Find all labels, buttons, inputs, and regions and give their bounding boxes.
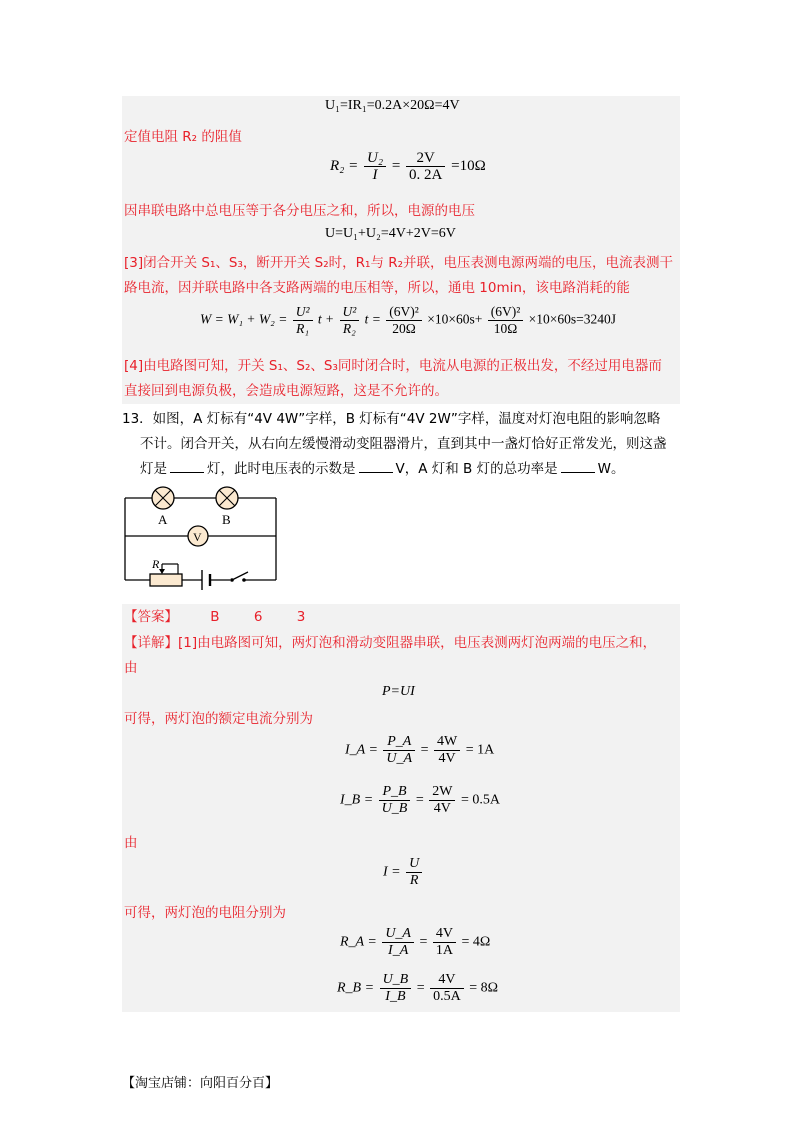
switch-icon <box>230 572 248 582</box>
equation-rb: R_B = $\frac{U\_B}{I\_B}$ = $\frac{4V}{0.5A}$ = 8Ω <box>337 972 499 1004</box>
answer-1: B <box>210 609 220 625</box>
part4-line2: 直接回到电源负极，会造成电源短路，这是不允许的。 <box>124 383 448 399</box>
rated-current-text: 可得，两灯泡的额定电流分别为 <box>124 711 313 727</box>
lamp-b-label: B <box>222 512 231 527</box>
answer-3: 3 <box>296 609 306 625</box>
you-text: 由 <box>124 835 138 851</box>
lamp-b-icon <box>216 487 238 509</box>
equation-u: U=U₁+U₂=4V+2V=6V <box>325 226 456 241</box>
part3-line1: [3]闭合开关 S₁、S₃，断开开关 S₂时，R₁与 R₂并联，电压表测电源两端的电压，电流表测干 <box>124 255 674 271</box>
equation-w: W = W₁ + W₂ = $\frac{\text{U²}}{\text{R₁}}$ t + $\frac{\text{U²}}{\text{R₂}}$ t = $\frac{\text{(6V)²}}{20\Omega}$ ×10×60s+ $\frac{\text{(6V)²}}{10\Omega}$ ×10×60s=3240J <box>200 304 616 336</box>
battery-icon <box>202 570 210 590</box>
lamp-a-label: A <box>158 512 168 527</box>
q13-line3: 灯是 灯，此时电压表的示数是 V，A 灯和 B 灯的总功率是 W。 <box>140 458 624 480</box>
equation-ra: R_A = $\frac{U\_A}{I\_A}$ = $\frac{4V}{1A}$ = 4Ω <box>340 926 491 958</box>
equation-u1: U₁=IR₁=0.2A×20Ω=4V <box>325 98 460 113</box>
part3-line2: 路电流，因并联电路中各支路两端的电压相等，所以，通电 10min，该电路消耗的能 <box>124 280 630 296</box>
lamp-a-icon <box>152 487 174 509</box>
equation-ia: I_A = $\frac{P\_A}{U\_A}$ = $\frac{4W}{4V}$ = 1A <box>345 734 495 766</box>
equation-r2: R₂ = $\frac{\text{U₂}}{I}$ = $\frac{2V}{0. 2A}$ =10Ω <box>330 150 486 183</box>
blank-1 <box>170 458 204 473</box>
q13-line1: 13．如图，A 灯标有“4V 4W”字样，B 灯标有“4V 2W”字样，温度对灯泡电阻的影响忽略 <box>122 411 661 427</box>
rheostat-label: R <box>152 557 160 571</box>
r2-intro: 定值电阻 R₂ 的阻值 <box>124 129 242 145</box>
equation-ib: I_B = $\frac{P\_B}{U\_B}$ = $\frac{2W}{4V}$ = 0.5A <box>340 784 500 816</box>
equation-p: P=UI <box>382 684 415 699</box>
equation-i: I = $\frac{U}{R}$ <box>383 856 424 889</box>
q13-line2: 不计。闭合开关，从右向左缓慢滑动变阻器滑片，直到其中一盏灯恰好正常发光，则这盏 <box>140 436 667 452</box>
series-voltage-text: 因串联电路中总电压等于各分电压之和，所以，电源的电压 <box>124 203 475 219</box>
blank-2 <box>359 458 393 473</box>
answer-row: 【答案】 B 6 3 <box>124 609 306 625</box>
circuit-diagram <box>118 484 288 592</box>
footer-shop: 【淘宝店铺：向阳百分百】 <box>122 1076 279 1091</box>
detail-line1: 【详解】[1]由电路图可知，两灯泡和滑动变阻器串联，电压表测两灯泡两端的电压之和， <box>124 635 657 651</box>
detail-line2: 由 <box>124 660 138 676</box>
resistance-text: 可得，两灯泡的电阻分别为 <box>124 905 286 921</box>
blank-3 <box>561 458 595 473</box>
answer-2: 6 <box>253 609 263 625</box>
voltmeter-label: V <box>193 530 202 544</box>
part4-line1: [4]由电路图可知，开关 S₁、S₂、S₃同时闭合时，电流从电源的正极出发，不经过用电器而 <box>124 358 662 374</box>
